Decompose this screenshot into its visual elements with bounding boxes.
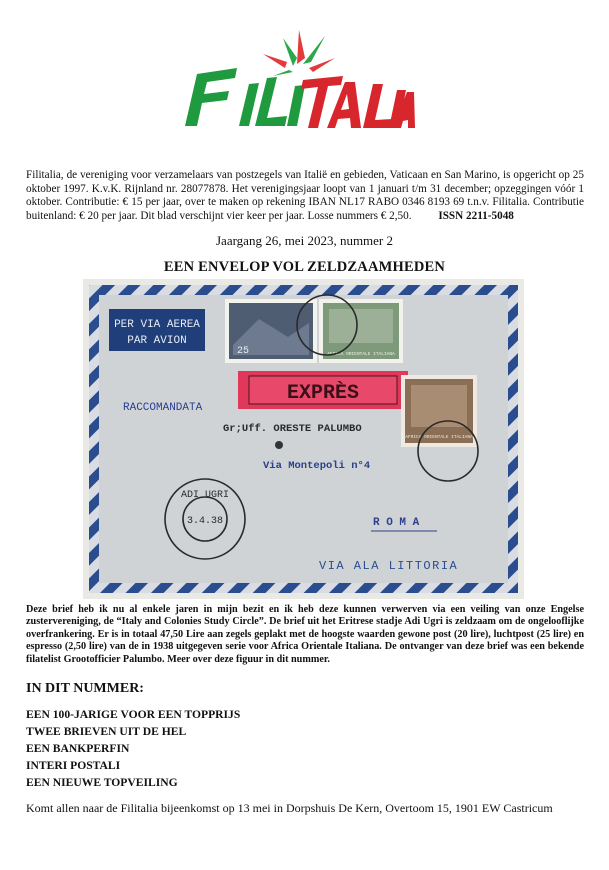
express-label <box>238 371 408 409</box>
contents-item: EEN NIEUWE TOPVEILING <box>26 776 178 789</box>
photo-caption: Deze brief heb ik nu al enkele jaren in mijn bezit en ik heb deze kunnen verwerven via een veiling van onze Engelse zustervereniging, de “Italy and Colonies Study Circle”. De brief uit het Eritrese stadje Adi Ugri is zeldzaam om de ongelooflijke overfrankering. Er is in totaal 47,50 Lire aan zegels geplakt met de hoogste waarden gewone post (20 lire), luchtpost (25 lire) en espresso (2,50 lire) van de in 1938 uitgegeven serie voor Africa Orientale Italiana. De ontvanger van deze brief was een bekende filatelist Grootofficier Palumbo. Meer over deze figuur in dit nummer. <box>26 604 584 665</box>
contents-item: INTERI POSTALI <box>26 759 121 772</box>
route-text: VIA ALA LITTORIA <box>319 559 459 573</box>
issue-line: Jaargang 26, mei 2023, nummer 2 <box>215 233 394 248</box>
leaf-splash-icon <box>263 30 335 76</box>
contents-item: EEN BANKPERFIN <box>26 742 130 755</box>
intro-text: Filitalia, de vereniging voor verzamelaars van postzegels van Italië en gebieden, Vaticaan en San Marino, is opgericht op 25 oktober 1997. K.v.K. Rijnland nr. 28077878. Het verenigingsjaar loopt van 1 januari t/m 31 december; opzeggingen vóór 1 oktober. Contributie: € 15 per jaar, over te maken op rekening IBAN NL17 RABO 0346 8193 69 t.n.v. Filitalia. Contributie buitenland: € 20 per jaar. Dit blad verschijnt vier keer per jaar. Losse nummers € 2,50. <box>26 169 584 222</box>
postmark-town: ADI UGRI <box>180 490 230 501</box>
stamp-blue-value: 25 <box>237 346 250 357</box>
issn: ISSN 2211-5048 <box>438 209 514 222</box>
logo-text: FILITALIA <box>175 28 181 29</box>
postmark-date: 3.4.38 <box>186 516 224 527</box>
filitalia-logo <box>175 28 415 138</box>
contents-list <box>26 706 240 791</box>
addressee-text: Gr;Uff. ORESTE PALUMBO <box>223 423 362 435</box>
contents-item: TWEE BRIEVEN UIT DE HEL <box>26 725 187 738</box>
street-text: Via Montepoli n°4 <box>263 460 371 472</box>
logo-fili <box>185 68 305 126</box>
airmail-line1: PER VIA AEREA <box>114 319 200 331</box>
airmail-label <box>109 309 205 351</box>
logo-talia <box>301 76 415 128</box>
meeting-notice: Komt allen naar de Filitalia bijeenkomst op 13 mei in Dorpshuis De Kern, Overtoom 15, 1901 EW Castricum <box>26 801 553 815</box>
airmail-line2: PAR AVION <box>127 335 187 347</box>
stamp-brown-label: AFRICA ORIENTALE ITALIANA <box>405 435 473 440</box>
punch-hole <box>275 441 283 449</box>
contents-item: EEN 100-JARIGE VOOR EEN TOPPRIJS <box>26 708 241 721</box>
stamp-brown-express <box>401 375 477 447</box>
envelope-photo <box>83 279 524 599</box>
stamp-green-label: AFRICA ORIENTALE ITALIANA <box>327 352 395 357</box>
stamp-green <box>319 299 403 363</box>
registered-text: RACCOMANDATA <box>123 402 203 414</box>
express-text: EXPRÈS <box>286 382 360 405</box>
headline: EEN ENVELOP VOL ZELDZAAMHEDEN <box>163 259 446 275</box>
city-text: R O M A <box>373 517 420 529</box>
intro-paragraph <box>26 169 584 223</box>
contents-title: IN DIT NUMMER: <box>26 681 144 696</box>
stamp-blue-airmail <box>225 299 317 363</box>
